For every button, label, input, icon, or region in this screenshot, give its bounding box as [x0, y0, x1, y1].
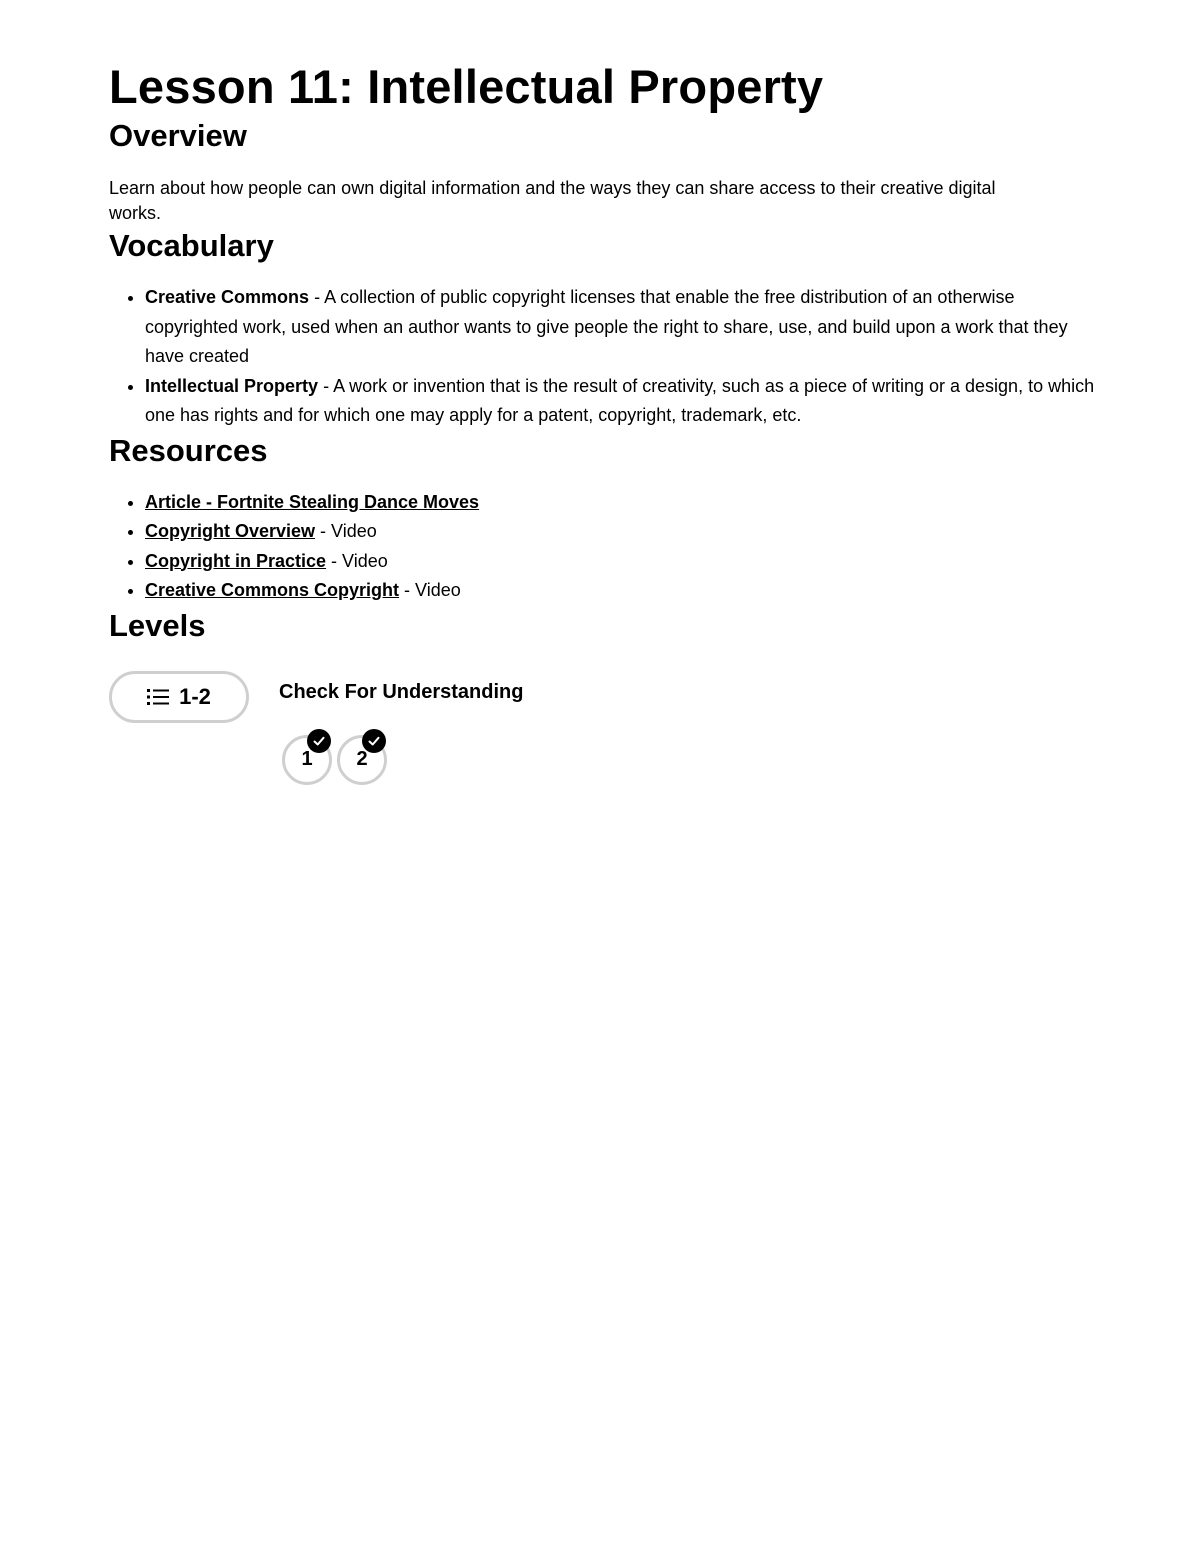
- vocabulary-item: [145, 283, 1099, 372]
- resource-link-fortnite-article[interactable]: Article - Fortnite Stealing Dance Moves: [145, 491, 480, 512]
- lesson-title: Lesson 11: Intellectual Property: [109, 60, 824, 113]
- resource-list: [109, 488, 1099, 606]
- resource-suffix: - Video: [326, 550, 388, 571]
- resource-suffix: - Video: [399, 580, 461, 600]
- overview-text: Learn about how people can own digital information and the ways they can share access to their creative digital works.: [109, 178, 996, 223]
- level-bubble-2[interactable]: [337, 735, 387, 785]
- resource-item: [145, 547, 1099, 577]
- lesson-page: [109, 58, 1099, 791]
- overview-heading: Overview: [109, 118, 247, 153]
- vocabulary-definition: - A work or invention that is the result of creativity, such as a piece of writing or a design, to which one has rights and for which one may apply for a patent, copyright, trademark, etc.: [145, 375, 1095, 425]
- vocabulary-definition: - A collection of public copyright licenses that enable the free distribution of an otherwise copyrighted work, used when an author wants to give people the right to share, use, and build upon a work that they have created: [145, 287, 1068, 366]
- resources-heading: Resources: [109, 432, 268, 468]
- resource-link-creative-commons-copyright[interactable]: Creative Commons Copyright: [145, 580, 400, 600]
- vocabulary-term: Creative Commons: [145, 287, 310, 307]
- level-bubble-label: 1: [301, 748, 313, 770]
- resource-link-copyright-in-practice[interactable]: Copyright in Practice: [145, 550, 327, 571]
- vocabulary-heading: Vocabulary: [109, 228, 274, 263]
- resource-item: [145, 576, 1099, 606]
- vocabulary-term: Intellectual Property: [145, 375, 319, 396]
- resource-item: [145, 488, 1099, 518]
- resource-link-copyright-overview[interactable]: Copyright Overview: [145, 521, 316, 541]
- resource-item: [145, 517, 1099, 547]
- level-bubble-1[interactable]: [282, 735, 332, 785]
- checkmark-icon: [362, 729, 386, 753]
- check-for-understanding-label: Check For Understanding: [279, 680, 524, 703]
- checkmark-icon: [307, 729, 331, 753]
- level-range-label: 1-2: [179, 683, 211, 709]
- resource-suffix: - Video: [315, 521, 377, 541]
- vocabulary-list: [109, 283, 1099, 431]
- level-range-button[interactable]: [109, 671, 249, 723]
- levels-heading: Levels: [109, 607, 206, 643]
- levels-row: [109, 671, 1099, 791]
- list-icon: [147, 688, 169, 706]
- vocabulary-item: [145, 372, 1099, 431]
- level-bubble-label: 2: [356, 748, 368, 770]
